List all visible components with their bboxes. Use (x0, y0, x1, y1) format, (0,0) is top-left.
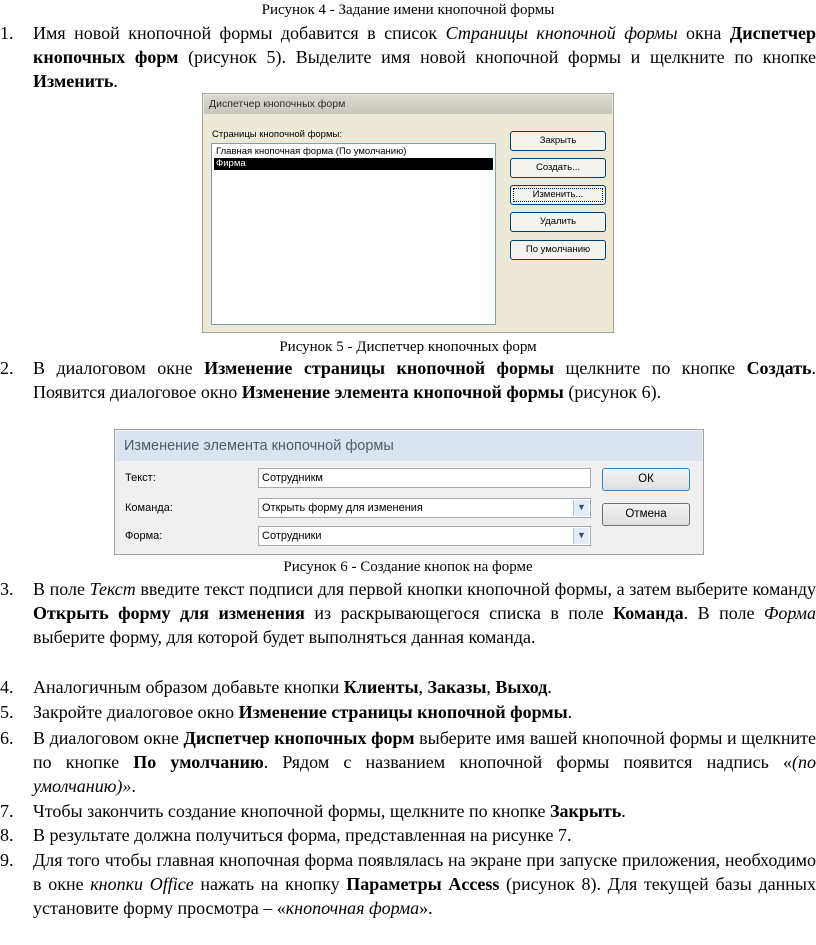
switchboard-manager-dialog (202, 93, 614, 333)
close-button[interactable]: Закрыть (510, 131, 606, 151)
step-text: В диалоговом окне Диспетчер кнопочных форм выберите имя вашей кнопочной формы и щелкните по кнопке По умолчанию. Рядом с названием кнопочной формы появится надпись «(по умолчанию)». (33, 728, 816, 797)
chevron-down-icon[interactable]: ▼ (573, 528, 589, 544)
edit-button[interactable]: Изменить... (510, 185, 606, 205)
text-field[interactable] (258, 468, 591, 488)
edit-switchboard-item-dialog (114, 429, 704, 555)
step-text: В результате должна получиться форма, представленная на рисунке 7. (33, 825, 572, 845)
step-number: 6. (0, 728, 14, 748)
list-item[interactable]: Главная кнопочная форма (По умолчанию) (216, 146, 407, 157)
command-label: Команда: (125, 502, 173, 514)
pages-list-label: Страницы кнопочной формы: (212, 129, 342, 140)
step-text: Имя новой кнопочной формы добавится в список Страницы кнопочной формы окна Диспетчер кнопочных форм (рисунок 5). Выделите имя новой кнопочной формы и щелкните по кнопке Изменить. (33, 23, 816, 92)
command-select[interactable] (258, 498, 591, 518)
list-item-selected[interactable]: Фирма (214, 158, 493, 170)
step-number: 7. (0, 801, 14, 821)
create-button[interactable]: Создать... (510, 158, 606, 178)
form-select-value: Сотрудники (262, 530, 322, 542)
step-number: 4. (0, 677, 14, 697)
delete-button[interactable]: Удалить (510, 212, 606, 232)
ok-button[interactable]: ОК (602, 468, 690, 491)
step-text: Аналогичным образом добавьте кнопки Клиенты, Заказы, Выход. (33, 677, 552, 697)
chevron-down-icon[interactable]: ▼ (573, 500, 589, 516)
command-select-value: Открыть форму для изменения (262, 502, 423, 514)
figure-6-caption: Рисунок 6 - Создание кнопок на форме (283, 559, 533, 575)
form-label: Форма: (125, 530, 163, 542)
pages-listbox[interactable] (211, 143, 496, 325)
text-label: Текст: (125, 472, 156, 484)
step-text: Чтобы закончить создание кнопочной формы, щелкните по кнопке Закрыть. (33, 801, 626, 821)
step-text: Для того чтобы главная кнопочная форма появлялась на экране при запуске приложения, необходимо в окне кнопки Office нажать на кнопку Параметры Access (рисунок 8). Для текущей базы данных установите форму просмотра – «кнопочная форма». (33, 850, 816, 919)
step-number: 2. (0, 358, 14, 378)
dialog-title: Диспетчер кнопочных форм (204, 95, 612, 114)
step-number: 1. (0, 23, 14, 43)
step-number: 5. (0, 702, 14, 722)
form-select[interactable] (258, 526, 591, 546)
text-field-value: Сотрудникм (262, 472, 323, 484)
step-number: 9. (0, 850, 14, 870)
step-number: 8. (0, 825, 14, 845)
cancel-button[interactable]: Отмена (602, 503, 690, 526)
figure-4-caption: Рисунок 4 - Задание имени кнопочной формы (261, 2, 555, 18)
step-text: В поле Текст введите текст подписи для первой кнопки кнопочной формы, а затем выберите команду Открыть форму для изменения из раскрывающегося списка в поле Команда. В поле Форма выберите форму, для которой будет выполняться данная команда. (33, 579, 816, 648)
figure-5-caption: Рисунок 5 - Диспетчер кнопочных форм (279, 339, 537, 355)
dialog-title: Изменение элемента кнопочной формы (116, 431, 702, 461)
step-number: 3. (0, 579, 14, 599)
step-text: Закройте диалоговое окно Изменение страницы кнопочной формы. (33, 702, 573, 722)
default-button[interactable]: По умолчанию (510, 240, 606, 260)
step-text: В диалоговом окне Изменение страницы кнопочной формы щелкните по кнопке Создать. Появится диалоговое окно Изменение элемента кнопочной формы (рисунок 6). (33, 358, 816, 403)
